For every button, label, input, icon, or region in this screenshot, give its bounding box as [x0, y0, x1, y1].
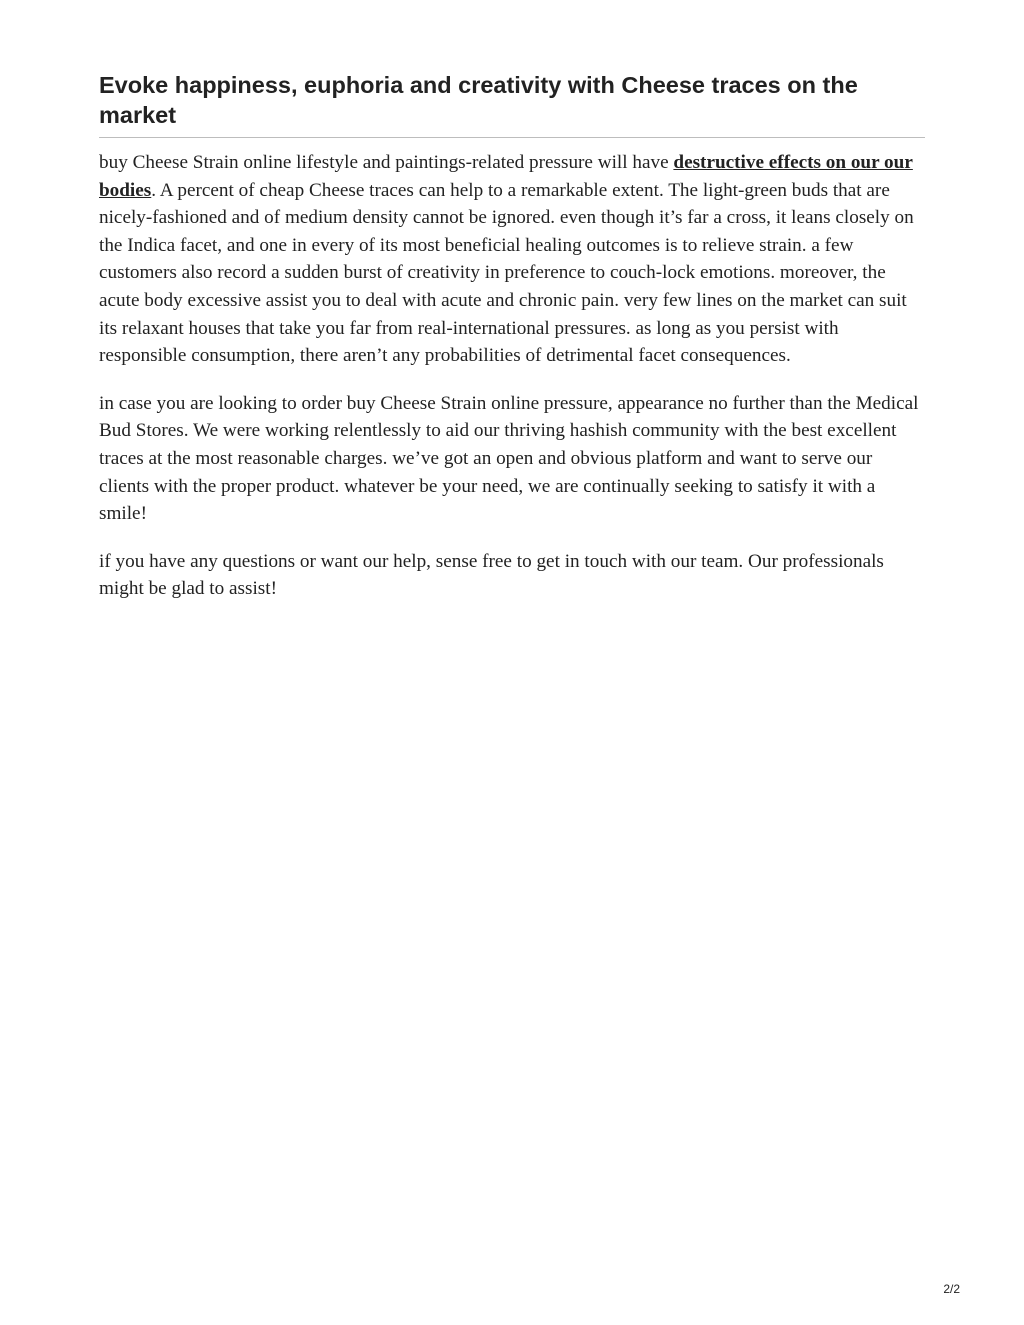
article-paragraph-2: in case you are looking to order buy Cheese Strain online pressure, appearance no further than the Medical Bud Stores. We were working relentlessly to aid our thriving hashish community with the best excellent traces at the most reasonable charges. we’ve got an open and obvious platform and want to serve our clients with the proper product. whatever be your need, we are continually seeking to satisfy it with a smile! — [99, 392, 919, 525]
paragraph-1-text-start: buy Cheese Strain online lifestyle and paintings-related pressure will have — [99, 152, 674, 173]
page-number: 2/2 — [943, 1282, 960, 1296]
paragraph-1-text-end: . A percent of cheap Cheese traces can help to a remarkable extent. The light-green buds that are nicely-fashioned and of medium density cannot be ignored. even though it’s far a cross, it leans closely on the Indica facet, and one in every of its most beneficial healing outcomes is to relieve strain. a few customers also record a sudden burst of creativity in preference to couch-lock emotions. moreover, the acute body excessive assist you to deal with acute and chronic pain. very few lines on the market can suit its relaxant houses that take you far from real-international pressures. as long as you persist with responsible consumption, there aren’t any probabilities of detrimental facet consequences. — [99, 179, 914, 367]
article-paragraph-1 — [99, 149, 925, 370]
article — [99, 70, 925, 603]
article-paragraph-3: if you have any questions or want our help, sense free to get in touch with our team. Our professionals might be glad to assist! — [99, 550, 884, 600]
destructive-effects-link[interactable]: destructive effects on our our bodies — [99, 152, 913, 201]
article-title: Evoke happiness, euphoria and creativity with Cheese traces on the market — [99, 70, 925, 138]
